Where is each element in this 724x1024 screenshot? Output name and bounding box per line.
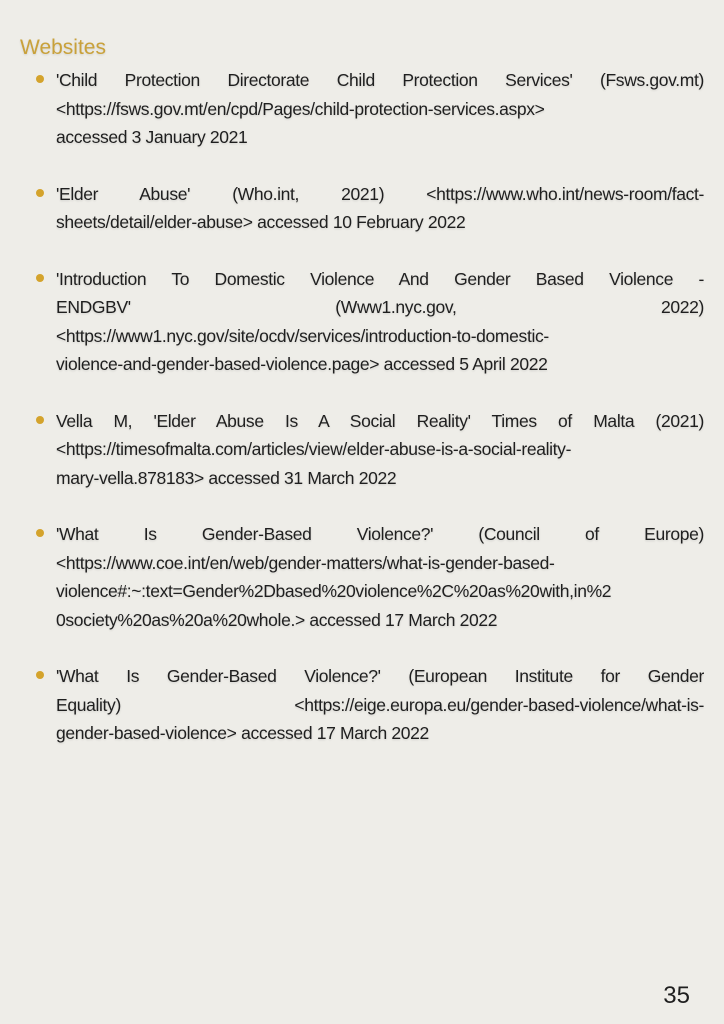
reference-line: violence#:~:text=Gender%2Dbased%20violence%2C%20as%20with,in%2 [56, 581, 612, 601]
reference-line: <https://www.coe.int/en/web/gender-matters/what-is-gender-based- [56, 552, 555, 573]
page-number: 35 [663, 982, 690, 1009]
reference-entry [0, 265, 724, 379]
bullet-icon [36, 75, 44, 83]
reference-line: 'What Is Gender-Based Violence?' (European Institute for Gender [56, 666, 704, 686]
reference-line: <https://fsws.gov.mt/en/cpd/Pages/child-protection-services.aspx> [56, 98, 545, 119]
bullet-icon [36, 274, 44, 282]
bullet-icon [36, 189, 44, 197]
reference-line: 'Elder Abuse' (Who.int, 2021) <https://www.who.int/news-room/fact- [56, 183, 704, 204]
reference-line: gender-based-violence> accessed 17 March 2022 [56, 723, 429, 743]
bullet-icon [36, 671, 44, 679]
section-heading: Websites [20, 36, 106, 59]
reference-list [0, 66, 724, 776]
reference-line: 'Child Protection Directorate Child Protection Services' (Fsws.gov.mt) [56, 70, 704, 90]
reference-line: 'Introduction To Domestic Violence And Gender Based Violence - [56, 268, 704, 289]
reference-line: 0society%20as%20a%20whole.> accessed 17 March 2022 [56, 609, 498, 630]
reference-line: ENDGBV' (Www1.nyc.gov, 2022) [56, 297, 704, 317]
reference-line: sheets/detail/elder-abuse> accessed 10 February 2022 [56, 212, 466, 232]
bullet-icon [36, 529, 44, 537]
reference-line: mary-vella.878183> accessed 31 March 2022 [56, 467, 397, 488]
reference-entry [0, 520, 724, 634]
reference-line: accessed 3 January 2021 [56, 127, 248, 147]
reference-line: 'What Is Gender-Based Violence?' (Council of Europe) [56, 524, 704, 544]
reference-line: Vella M, 'Elder Abuse Is A Social Reality' Times of Malta (2021) [56, 410, 704, 431]
reference-line: <https://timesofmalta.com/articles/view/elder-abuse-is-a-social-reality- [56, 439, 572, 459]
reference-entry [0, 66, 724, 152]
reference-entry [0, 407, 724, 493]
reference-entry [0, 180, 724, 237]
reference-line: <https://www1.nyc.gov/site/ocdv/services/introduction-to-domestic- [56, 325, 549, 346]
bullet-icon [36, 416, 44, 424]
reference-line: Equality) <https://eige.europa.eu/gender-based-violence/what-is- [56, 694, 704, 715]
reference-entry [0, 662, 724, 748]
reference-line: violence-and-gender-based-violence.page> accessed 5 April 2022 [56, 354, 548, 374]
